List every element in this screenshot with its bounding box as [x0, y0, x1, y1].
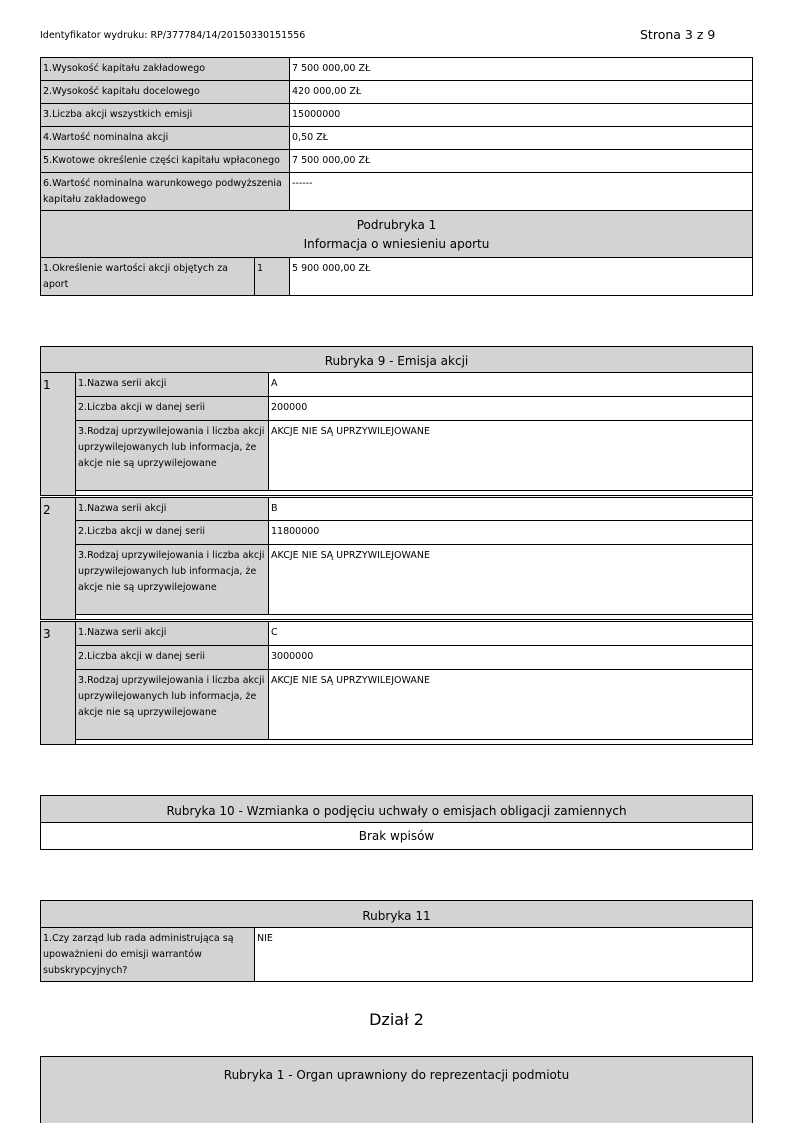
series-name-value: A — [268, 372, 753, 397]
series-type-label: 3.Rodzaj uprzywilejowania i liczba akcji uprzywilejowanych lub informacja, że akcje nie są uprzywilejowane — [75, 669, 269, 740]
capital-label: 5.Kwotowe określenie części kapitału wpłaconego — [40, 149, 290, 173]
series-name-label: 1.Nazwa serii akcji — [75, 621, 269, 646]
capital-value: ------ — [289, 172, 753, 211]
aport-value: 5 900 000,00 ZŁ — [289, 257, 753, 296]
entry-number: 2 — [40, 497, 76, 620]
row-separator — [75, 739, 753, 745]
series-type-value: AKCJE NIE SĄ UPRZYWILEJOWANE — [268, 669, 753, 740]
section-title — [40, 795, 753, 823]
series-name-label: 1.Nazwa serii akcji — [75, 497, 269, 521]
no-entries: Brak wpisów — [40, 822, 753, 850]
entry-number: 1 — [40, 372, 76, 496]
subsection-subtitle: Informacja o wniesieniu aportu — [303, 237, 490, 251]
series-count-value: 3000000 — [268, 645, 753, 670]
capital-value: 0,50 ZŁ — [289, 126, 753, 150]
series-name-value: C — [268, 621, 753, 646]
series-type-label: 3.Rodzaj uprzywilejowania i liczba akcji uprzywilejowanych lub informacja, że akcje nie są uprzywilejowane — [75, 420, 269, 491]
capital-value: 7 500 000,00 ZŁ — [289, 149, 753, 173]
series-type-value: AKCJE NIE SĄ UPRZYWILEJOWANE — [268, 544, 753, 615]
series-name-label: 1.Nazwa serii akcji — [75, 372, 269, 397]
series-count-label: 2.Liczba akcji w danej serii — [75, 520, 269, 545]
entry-number: 3 — [40, 621, 76, 745]
row-separator — [75, 614, 753, 620]
capital-label: 4.Wartość nominalna akcji — [40, 126, 290, 150]
capital-value: 420 000,00 ZŁ — [289, 80, 753, 104]
series-type-label: 3.Rodzaj uprzywilejowania i liczba akcji uprzywilejowanych lub informacja, że akcje nie są uprzywilejowane — [75, 544, 269, 615]
page-number: Strona 3 z 9 — [640, 27, 716, 42]
capital-value: 15000000 — [289, 103, 753, 127]
section-title-text: Rubryka 11 — [362, 909, 431, 923]
capital-label: 3.Liczba akcji wszystkich emisji — [40, 103, 290, 127]
series-count-label: 2.Liczba akcji w danej serii — [75, 645, 269, 670]
series-count-value: 200000 — [268, 396, 753, 421]
subsection-title: Podrubryka 1 — [356, 218, 437, 232]
capital-value: 7 500 000,00 ZŁ — [289, 57, 753, 81]
section-title — [40, 900, 753, 928]
print-identifier: Identyfikator wydruku: RP/377784/14/20150330151556 — [40, 30, 306, 41]
section-title — [40, 346, 753, 373]
subsection-header — [40, 210, 753, 258]
division-heading: Dział 2 — [369, 1010, 424, 1029]
aport-number: 1 — [254, 257, 290, 296]
warrants-question: 1.Czy zarząd lub rada administrująca są upoważnieni do emisji warrantów subskrypcyjnych? — [40, 927, 255, 982]
section-title-text: Rubryka 9 - Emisja akcji — [324, 354, 469, 368]
row-separator — [75, 490, 753, 496]
capital-label: 1.Wysokość kapitału zakładowego — [40, 57, 290, 81]
series-count-label: 2.Liczba akcji w danej serii — [75, 396, 269, 421]
series-type-value: AKCJE NIE SĄ UPRZYWILEJOWANE — [268, 420, 753, 491]
series-name-value: B — [268, 497, 753, 521]
series-count-value: 11800000 — [268, 520, 753, 545]
aport-label: 1.Określenie wartości akcji objętych za aport — [40, 257, 255, 296]
capital-label: 2.Wysokość kapitału docelowego — [40, 80, 290, 104]
warrants-answer: NIE — [254, 927, 753, 982]
section-title — [40, 1056, 753, 1123]
section-title-text: Rubryka 1 - Organ uprawniony do reprezentacji podmiotu — [223, 1068, 570, 1082]
section-title-text: Rubryka 10 - Wzmianka o podjęciu uchwały o emisjach obligacji zamiennych — [166, 804, 627, 818]
capital-label: 6.Wartość nominalna warunkowego podwyższenia kapitału zakładowego — [40, 172, 290, 211]
